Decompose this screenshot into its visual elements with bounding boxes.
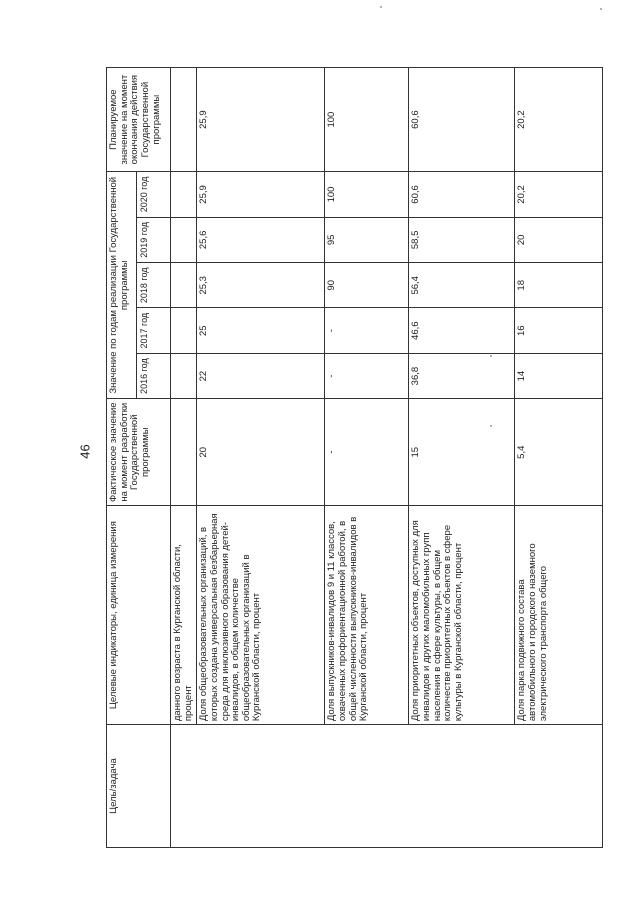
actual-cell: 5,4 [515,399,603,506]
value-2020-cell: 20,2 [515,172,603,217]
value-2019-cell: 58,5 [409,217,515,262]
value-2016-cell: 14 [515,353,603,398]
value-2018-cell: 56,4 [409,263,515,308]
actual-cell: 20 [197,399,325,506]
planned-cell: 20,2 [515,68,603,172]
header-planned: Планируемое значение на момент окончания действия Государственной программы [107,68,171,172]
page-number: 46 [77,444,93,459]
header-year-2016: 2016 год [137,353,171,398]
value-2020-cell [171,172,197,217]
header-year-2017: 2017 год [137,308,171,353]
goal-cell [171,725,603,848]
actual-cell [171,399,197,506]
planned-cell: 25,9 [197,68,325,172]
header-year-2019: 2019 год [137,217,171,262]
value-2017-cell [171,308,197,353]
value-2020-cell: 60,6 [409,172,515,217]
rotated-table-wrapper [106,67,600,848]
value-2019-cell: 20 [515,217,603,262]
value-2018-cell: 25,3 [197,263,325,308]
header-by-years: Значение по годам реализации Государственной программы [107,172,137,399]
value-2018-cell: 18 [515,263,603,308]
scan-speck [380,6,382,8]
value-2020-cell: 25,9 [197,172,325,217]
indicators-table [106,67,603,848]
planned-cell: 60,6 [409,68,515,172]
table-row [171,68,197,848]
actual-cell: 15 [409,399,515,506]
value-2019-cell: 95 [325,217,409,262]
planned-cell [171,68,197,172]
value-2017-cell: 46,6 [409,308,515,353]
indicator-cell: Доля выпускников-инвалидов 9 и 11 классов, охваченных профориентационной работой, в общей численности выпускников-инвалидов в Курганской области, процент [325,506,409,725]
header-year-2020: 2020 год [137,172,171,217]
value-2016-cell: - [325,353,409,398]
value-2020-cell: 100 [325,172,409,217]
value-2018-cell: 90 [325,263,409,308]
value-2017-cell: 25 [197,308,325,353]
actual-cell: - [325,399,409,506]
scan-speck [490,355,492,357]
scan-speck [490,425,492,427]
planned-cell: 100 [325,68,409,172]
indicator-cell: Доля парка подвижного состава автомобильного и городского наземного электрического транспорта общего [515,506,603,725]
value-2016-cell: 22 [197,353,325,398]
indicator-cell: Доля приоритетных объектов, доступных для инвалидов и других маломобильных групп населения в сфере культуры, в общем количестве приоритетных объектов в сфере культуры в Курганской области, процент [409,506,515,725]
value-2017-cell: - [325,308,409,353]
indicator-cell: Доля общеобразовательных организаций, в которых создана универсальная безбарьерная среда для инклюзивного образования детей-инвалидов, в общем количестве общеобразовательных организаций в Курганской области, процент [197,506,325,725]
value-2019-cell: 25,6 [197,217,325,262]
value-2017-cell: 16 [515,308,603,353]
header-indicator: Целевые индикаторы, единица измерения [107,506,171,725]
value-2016-cell: 36,8 [409,353,515,398]
header-goal: Цель/задача [107,725,171,848]
header-year-2018: 2018 год [137,263,171,308]
value-2016-cell [171,353,197,398]
scan-speck [600,8,602,10]
indicator-cell: данного возраста в Курганской области, процент [171,506,197,725]
value-2019-cell [171,217,197,262]
value-2018-cell [171,263,197,308]
header-actual: Фактическое значение на момент разработки Государственной программы [107,399,171,506]
